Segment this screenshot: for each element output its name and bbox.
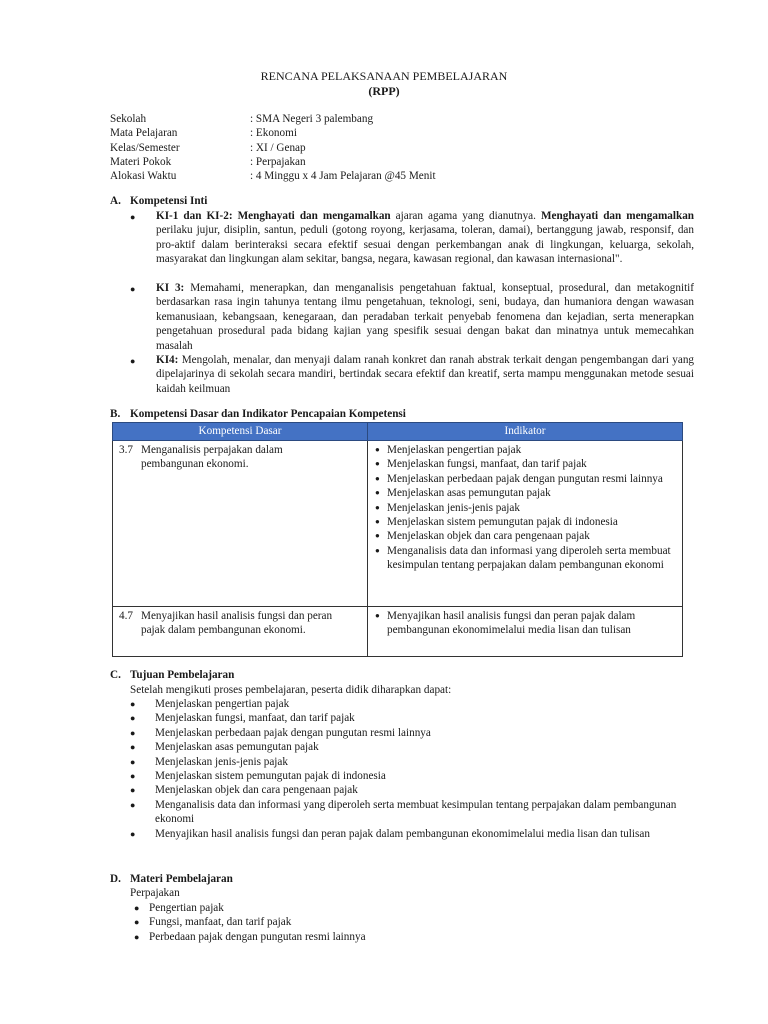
bullet-icon: ● — [130, 785, 136, 796]
ki1-emphasis: Menghayati dan mengamalkan — [237, 210, 391, 222]
bullet-icon: ● — [130, 699, 136, 709]
competency-table — [112, 422, 683, 657]
bullet-icon: ● — [375, 459, 380, 469]
bullet-icon: ● — [375, 545, 380, 555]
bullet-icon: ● — [375, 502, 380, 512]
section-title: Kompetensi Inti — [130, 195, 208, 207]
bullet-icon: ● — [375, 473, 380, 483]
goal-text: Menjelaskan perbedaan pajak dengan pungutan resmi lainnya — [155, 726, 431, 739]
identity-value: : Perpajakan — [250, 155, 306, 168]
list-item — [370, 544, 678, 573]
identity-row — [110, 169, 436, 183]
section-title: Tujuan Pembelajaran — [130, 669, 235, 681]
list-item — [130, 783, 690, 797]
indicator-text: Menyajikan hasil analisis fungsi dan peran pajak dalam pembangunan ekonomimelalui media lisan dan tulisan — [387, 610, 636, 637]
identity-key: Alokasi Waktu — [110, 170, 177, 183]
goal-text: Menjelaskan jenis-jenis pajak — [155, 755, 288, 768]
goal-text: Menjelaskan objek dan cara pengenaan pajak — [155, 784, 358, 797]
identity-row — [110, 155, 436, 169]
goal-text: Menjelaskan sistem pemungutan pajak di indonesia — [155, 770, 386, 783]
column-header-kd: Kompetensi Dasar — [113, 423, 368, 441]
list-item — [130, 798, 690, 827]
goal-text: Menjelaskan pengertian pajak — [155, 698, 290, 710]
list-item — [130, 769, 690, 783]
kd-text: Menganalisis perpajakan dalam — [141, 444, 283, 456]
list-item — [370, 486, 678, 500]
section-title: Materi Pembelajaran — [130, 873, 233, 885]
goal-text: Menyajikan hasil analisis fungsi dan peran pajak dalam pembangunan ekonomimelalui media lisan dan tulisan — [155, 827, 650, 840]
bullet-icon: ● — [134, 931, 140, 942]
list-item — [370, 515, 678, 529]
material-text: Pengertian pajak — [149, 902, 224, 914]
material-text: Perbedaan pajak dengan pungutan resmi lainnya — [149, 930, 366, 943]
section-letter: A. — [110, 195, 121, 207]
list-item — [130, 697, 690, 711]
goal-text: Menjelaskan fungsi, manfaat, dan tarif pajak — [155, 712, 355, 725]
document-subtitle: (RPP) — [368, 84, 400, 98]
bullet-icon: ● — [130, 771, 136, 782]
indicator-list — [370, 443, 678, 573]
column-header-indicator: Indikator — [368, 423, 683, 441]
section-letter: C. — [110, 669, 121, 681]
table-row — [113, 607, 683, 657]
list-item — [130, 930, 690, 944]
document-title: RENCANA PELAKSANAAN PEMBELAJARAN — [260, 69, 508, 83]
bullet-icon: ● — [375, 611, 380, 620]
identity-row — [110, 112, 436, 126]
bullet-icon: ● — [130, 799, 136, 810]
section-b-heading — [110, 407, 406, 421]
bullet-icon: ● — [130, 828, 136, 839]
ki4-text: Mengolah, menalar, dan menyaji dalam ranah konkret dan ranah abstrak terkait dengan pengembangan dari yang dipelajarinya di sekolah secara mandiri, bertindak secara efektif dan kreatif, serta mampu menggunakan metode sesuai kaidah keilmuan — [156, 354, 695, 395]
list-item — [370, 457, 678, 471]
identity-key: Materi Pokok — [110, 155, 172, 168]
bullet-icon: ● — [130, 756, 136, 767]
indicator-text: Menjelaskan jenis-jenis pajak — [387, 501, 520, 514]
indicator-list — [370, 609, 678, 638]
list-item — [370, 443, 678, 457]
kd-cell — [113, 441, 368, 607]
list-item — [130, 915, 690, 929]
section-letter: B. — [110, 408, 121, 420]
identity-table — [110, 112, 436, 183]
indicator-text: Menjelaskan asas pemungutan pajak — [387, 487, 551, 500]
bullet-icon: ● — [134, 917, 140, 928]
list-item — [370, 529, 678, 543]
ki1-label: KI-1 dan KI-2: — [156, 210, 233, 222]
list-item — [370, 501, 678, 515]
identity-value: : XI / Genap — [250, 141, 306, 154]
kd-number: 3.7 — [119, 444, 133, 456]
ki1-emphasis: Menghayati dan mengamalkan — [540, 210, 695, 222]
material-list — [130, 901, 690, 944]
bullet-icon: ● — [130, 742, 136, 753]
identity-value: : SMA Negeri 3 palembang — [250, 113, 374, 125]
section-c-intro: Setelah mengikuti proses pembelajaran, peserta didik diharapkan dapat: — [130, 684, 452, 696]
identity-value: : Ekonomi — [250, 127, 297, 140]
bullet-icon: ● — [130, 212, 136, 222]
table-header-row — [113, 423, 683, 441]
indicator-text: Menjelaskan objek dan cara pengenaan pajak — [387, 530, 590, 543]
bullet-icon: ● — [130, 356, 136, 366]
kd-line — [119, 443, 363, 457]
indicator-text: Menjelaskan fungsi, manfaat, dan tarif pajak — [387, 458, 587, 471]
identity-value: : 4 Minggu x 4 Jam Pelajaran @45 Menit — [250, 170, 436, 183]
identity-key: Mata Pelajaran — [110, 127, 178, 140]
ki3-paragraph — [156, 281, 694, 353]
table-row — [113, 441, 683, 607]
indicator-text: Menjelaskan pengertian pajak — [387, 444, 522, 456]
identity-row — [110, 126, 436, 140]
identity-key: Kelas/Semester — [110, 141, 180, 154]
kd-text: Menyajikan hasil analisis fungsi dan peran — [141, 610, 333, 622]
ki1-paragraph — [156, 209, 694, 267]
list-item — [370, 472, 678, 486]
bullet-icon: ● — [130, 284, 136, 294]
list-item — [130, 901, 690, 915]
section-letter: D. — [110, 873, 121, 885]
ki1-text: ajaran agama yang dianutnya. — [395, 210, 536, 222]
section-d-heading — [110, 872, 233, 886]
goal-text: Menjelaskan asas pemungutan pajak — [155, 741, 319, 754]
goal-text: Menganalisis data dan informasi yang diperoleh serta membuat kesimpulan tentang perpajakan dalam pembangunan ekonomi — [155, 798, 677, 826]
bullet-icon: ● — [130, 713, 136, 724]
ki1-text: perilaku jujur, disiplin, santun, peduli (gotong royong, kerjasama, toleran, damai), bertanggung jawab, responsif, dan pro-aktif dalam berinteraksi secara efektif sesuai dengan perkembangan anak di lingkungan, keluarga, sekolah, masyarakat dan lingkungan alam sekitar, bangsa, negara, kawasan regional, dan kawasan internasional". — [156, 224, 694, 266]
indicator-cell — [368, 441, 683, 607]
identity-key: Sekolah — [110, 113, 147, 125]
identity-row — [110, 141, 436, 155]
kd-number: 4.7 — [119, 610, 133, 622]
indicator-text: Menjelaskan perbedaan pajak dengan pungutan resmi lainnya — [387, 472, 663, 485]
section-c-heading — [110, 668, 234, 682]
bullet-icon: ● — [375, 517, 380, 527]
bullet-icon: ● — [134, 903, 140, 913]
bullet-icon: ● — [375, 445, 380, 454]
kd-line — [119, 609, 363, 623]
section-a-heading — [110, 194, 207, 208]
learning-goals-list — [130, 697, 690, 841]
ki4-paragraph — [156, 353, 694, 396]
indicator-text: Menjelaskan sistem pemungutan pajak di indonesia — [387, 516, 618, 529]
bullet-icon: ● — [130, 727, 136, 738]
indicator-text: Menganalisis data dan informasi yang diperoleh serta membuat kesimpulan tentang perpajakan dalam pembangunan ekonomi — [387, 544, 671, 572]
ki4-label: KI4: — [156, 354, 179, 366]
kd-line: pembangunan ekonomi. — [141, 458, 249, 471]
section-d-intro: Perpajakan — [130, 887, 180, 899]
section-title: Kompetensi Dasar dan Indikator Pencapaian Kompetensi — [130, 408, 406, 420]
kd-line: pajak dalam pembangunan ekonomi. — [141, 624, 306, 637]
list-item — [130, 740, 690, 754]
bullet-icon: ● — [375, 488, 380, 498]
bullet-icon: ● — [375, 531, 380, 541]
ki3-label: KI 3: — [156, 282, 185, 294]
list-item — [130, 711, 690, 725]
list-item — [130, 726, 690, 740]
list-item — [130, 755, 690, 769]
kd-cell — [113, 607, 368, 657]
indicator-cell — [368, 607, 683, 657]
material-text: Fungsi, manfaat, dan tarif pajak — [149, 916, 292, 929]
list-item — [370, 609, 678, 638]
ki3-text: Memahami, menerapkan, dan menganalisis pengetahuan faktual, konseptual, prosedural, dan metakognitif berdasarkan rasa ingin tahunya tentang ilmu pengetahuan, teknologi, seni, budaya, dan humaniora dengan wawasan kemanusiaan, kebangsaan, kenegaraan, dan peradaban terkait penyebab fenomena dan kejadian, serta menerapkan pengetahuan prosedural pada bidang kajian yang spesifik sesuai dengan bakat dan minatnya untuk memecahkan masalah — [156, 282, 695, 352]
list-item — [130, 827, 690, 841]
